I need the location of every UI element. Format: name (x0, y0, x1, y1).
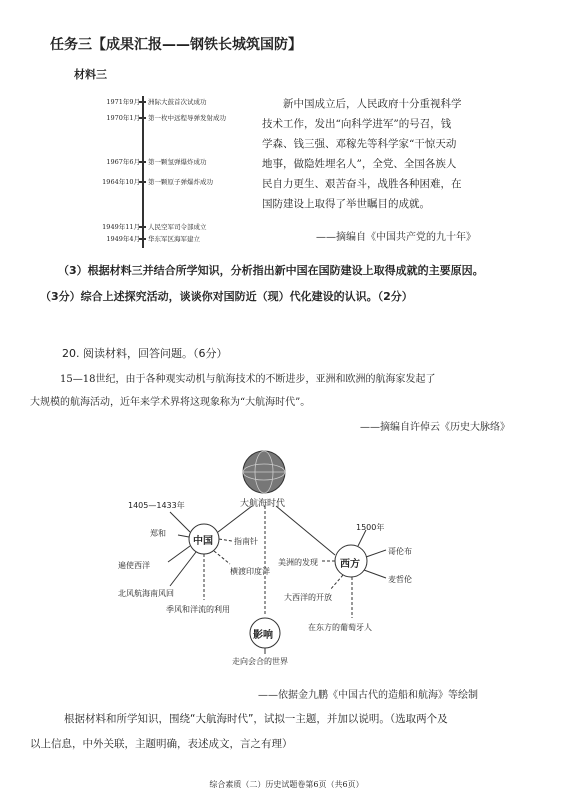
timeline-tick (139, 181, 146, 183)
timeline-event: 人民空军司令部成立 (148, 223, 207, 231)
timeline-tick (139, 238, 146, 240)
text-line: 民自力更生、艰苦奋斗，战胜各种困难，在 (262, 178, 462, 190)
timeline-date: 1971年9月 (106, 98, 140, 106)
map-item: 走向会合的世界 (232, 657, 288, 666)
page-footer: 综合素质（二）历史试题卷第6页（共6页） (209, 780, 364, 789)
timeline-date: 1949年4月 (106, 235, 140, 243)
map-link (364, 570, 386, 578)
globe-icon (243, 451, 285, 493)
map-item: 郑和 (150, 529, 166, 538)
map-link (330, 575, 343, 590)
timeline-tick (139, 226, 146, 228)
task-heading: 任务三【成果汇报——钢铁长城筑国防】 (50, 37, 302, 53)
timeline-event: 第一颗氢弹爆炸成功 (148, 158, 207, 166)
map-item: 指南针 (234, 537, 258, 546)
map-item: 美洲的发现 (278, 558, 318, 567)
instruction-text: 以上信息，中外关联，主题明确，表述成文，言之有理） (30, 738, 293, 750)
timeline-event: 第一颗原子弹爆炸成功 (148, 178, 213, 186)
instruction-text: 根据材料和所学知识，围绕“大航海时代”，试拟一主题，并加以说明。（选取两个及 (64, 713, 448, 725)
map-link (219, 539, 232, 541)
map-item: 麦哲伦 (388, 575, 412, 584)
map-item: 遍使西洋 (118, 561, 150, 570)
map-link (366, 550, 386, 557)
material-label: 材料三 (74, 68, 107, 81)
center-label: 大航海时代 (240, 499, 286, 509)
timeline-event: 华东军区海军建立 (148, 235, 200, 243)
text-line: 国防建设上取得了举世瞩目的成就。 (262, 198, 430, 210)
material3-source: ——摘编自《中国共产党的九十年》 (316, 232, 476, 243)
map-link (214, 551, 230, 564)
timeline-event: 洲际大鼓首次试成功 (148, 98, 207, 106)
map-item: 横渡印度洋 (230, 567, 270, 576)
timeline-date: 1949年11月 (102, 223, 140, 231)
timeline-date: 1967年6月 (106, 158, 140, 166)
map-item: 季风和洋流的利用 (166, 605, 230, 614)
map-link (170, 512, 190, 532)
question-text: （3）根据材料三并结合所学知识，分析指出新中国在国防建设上取得成就的主要原因。 (58, 264, 484, 277)
timeline-tick (139, 161, 146, 163)
map-source: ——依据金九鹏《中国古代的造船和航海》等绘制 (258, 690, 478, 701)
china-node-label: 中国 (193, 536, 213, 547)
text-line: 新中国成立后，人民政府十分重视科学 (283, 98, 462, 110)
map-link (168, 546, 190, 562)
text-line: 地事，做隐姓埋名人”，全党、全国各族人 (262, 158, 457, 170)
timeline-event: 第一枚中远程导弹发射成功 (148, 114, 226, 122)
text-line: 技术工作，发出“向科学进军”的号召，钱 (262, 118, 452, 130)
q20-text: 15—18世纪，由于各种观实动机与航海技术的不断进步，亚洲和欧洲的航海家发起了 (60, 374, 436, 385)
question-text: （3分）综合上述探究活动，谈谈你对国防近（现）代化建设的认识。（2分） (40, 290, 413, 303)
map-item: 大西洋的开放 (284, 593, 332, 602)
timeline-date: 1964年10月 (102, 178, 140, 186)
question-title: 20. 阅读材料，回答问题。（6分） (62, 347, 228, 360)
q20-source: ——摘编自许倬云《历史大脉络》 (360, 422, 510, 433)
impact-node-label: 影响 (253, 630, 273, 641)
map-item: 在东方的葡萄牙人 (308, 623, 372, 632)
map-item: 北风航海南风回 (118, 589, 174, 598)
map-link (218, 506, 252, 532)
map-item: 哥伦布 (388, 547, 412, 556)
map-item: 1500年 (356, 523, 385, 532)
q20-text: 大规模的航海活动，近年来学术界将这现象称为“大航海时代”。 (30, 397, 311, 408)
west-node-label: 西方 (340, 559, 360, 570)
timeline-tick (139, 117, 146, 119)
map-link (276, 506, 335, 555)
text-line: 学森、钱三强、邓稼先等科学家“干惊天动 (262, 138, 457, 150)
timeline-tick (139, 101, 146, 103)
material3-text (262, 94, 512, 214)
map-link (178, 535, 189, 537)
map-item: 1405—1433年 (128, 501, 185, 510)
timeline-date: 1970年1月 (106, 114, 140, 122)
